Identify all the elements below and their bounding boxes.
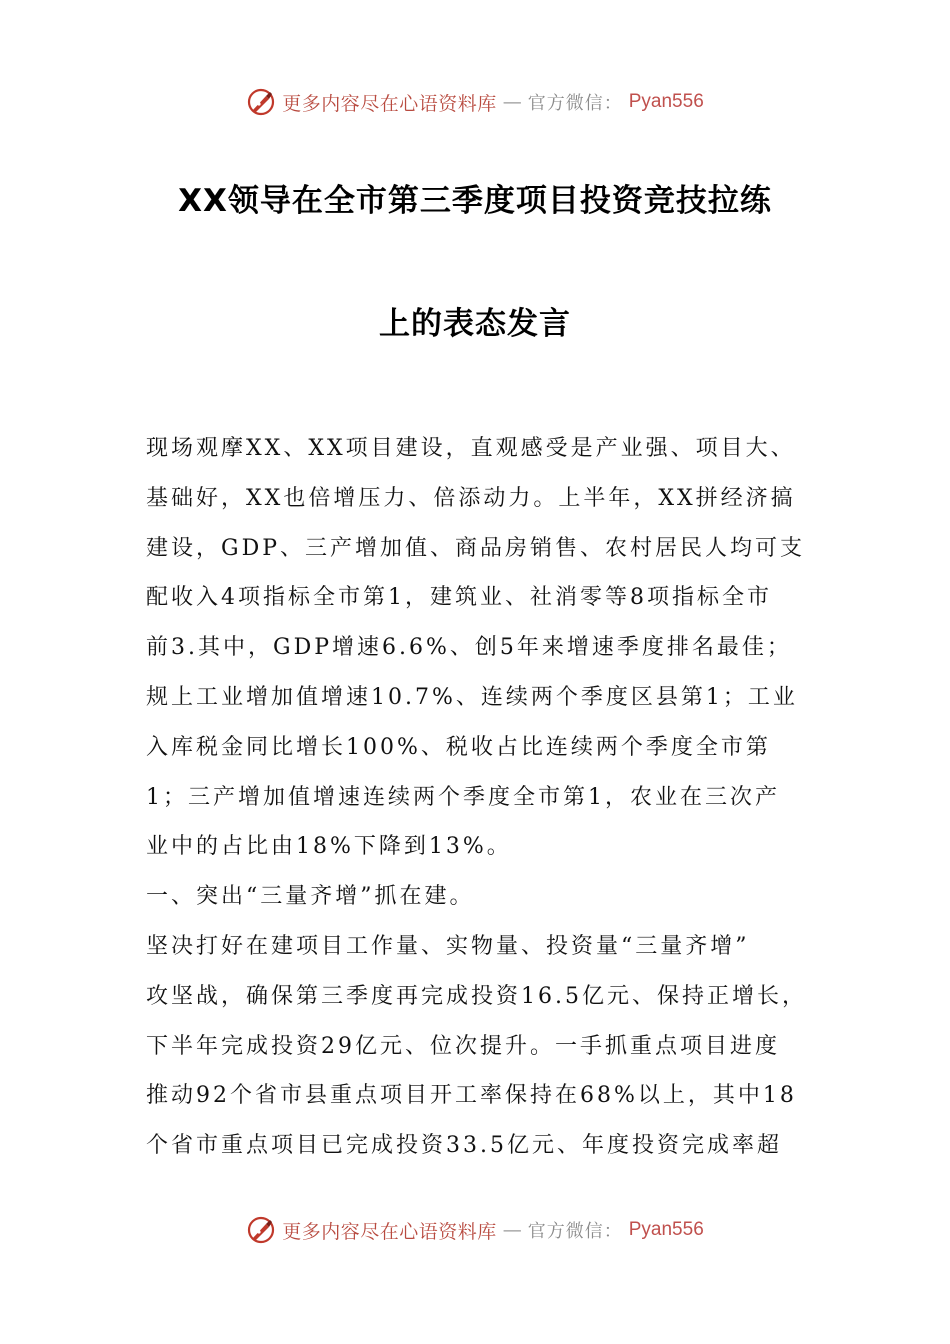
watermark-dash: — (502, 91, 522, 113)
watermark-wechat-id: Pyan556 (628, 91, 704, 112)
pen-logo-icon (246, 1215, 276, 1245)
section-heading: 一、突出“三量齐增”抓在建。 (146, 884, 475, 910)
document-title-line-2: 上的表态发言 (379, 306, 571, 342)
pen-logo-icon (246, 87, 276, 117)
body-line: 坚决打好在建项目工作量、实物量、投资量“三量齐增” (146, 933, 750, 959)
body-line: 基础好，XX也倍增压力、倍添动力。上半年，XX拼经济搞 (146, 485, 796, 511)
watermark-main-text: 更多内容尽在心语资料库 (282, 1220, 497, 1243)
watermark-sub-text: 官方微信： (527, 93, 623, 114)
body-line: 前3.其中，GDP增速6.6%、创5年来增速季度排名最佳； (146, 635, 792, 661)
body-line: 建设，GDP、三产增加值、商品房销售、农村居民人均可支 (146, 535, 806, 561)
watermark-sub-text: 官方微信： (527, 1221, 623, 1242)
body-line: 下半年完成投资29亿元、位次提升。一手抓重点项目进度 (146, 1033, 780, 1059)
body-line: 攻坚战，确保第三季度再完成投资16.5亿元、保持正增长， (146, 983, 807, 1009)
footer-watermark (0, 1210, 950, 1250)
body-line: 配收入4项指标全市第1，建筑业、社消零等8项指标全市 (146, 585, 772, 611)
body-line: 现场观摩XX、XX项目建设，直观感受是产业强、项目大、 (146, 436, 796, 461)
body-line: 规上工业增加值增速10.7%、连续两个季度区县第1；工业 (146, 684, 798, 710)
body-line: 个省市重点项目已完成投资33.5亿元、年度投资完成率超 (146, 1133, 782, 1159)
watermark-wechat-id: Pyan556 (628, 1219, 704, 1240)
body-line: 推动92个省市县重点项目开工率保持在68%以上，其中18 (146, 1083, 797, 1109)
document-title-line-1: XX领导在全市第三季度项目投资竞技拉练 (178, 183, 772, 219)
watermark-main-text: 更多内容尽在心语资料库 (282, 92, 497, 115)
body-line: 业中的占比由18%下降到13%。 (146, 834, 512, 860)
header-watermark (0, 82, 950, 122)
body-line: 入库税金同比增长100%、税收占比连续两个季度全市第 (146, 734, 771, 760)
watermark-dash: — (502, 1219, 522, 1241)
document-body (146, 424, 816, 1171)
body-line: 1；三产增加值增速连续两个季度全市第1，农业在三次产 (146, 784, 780, 810)
